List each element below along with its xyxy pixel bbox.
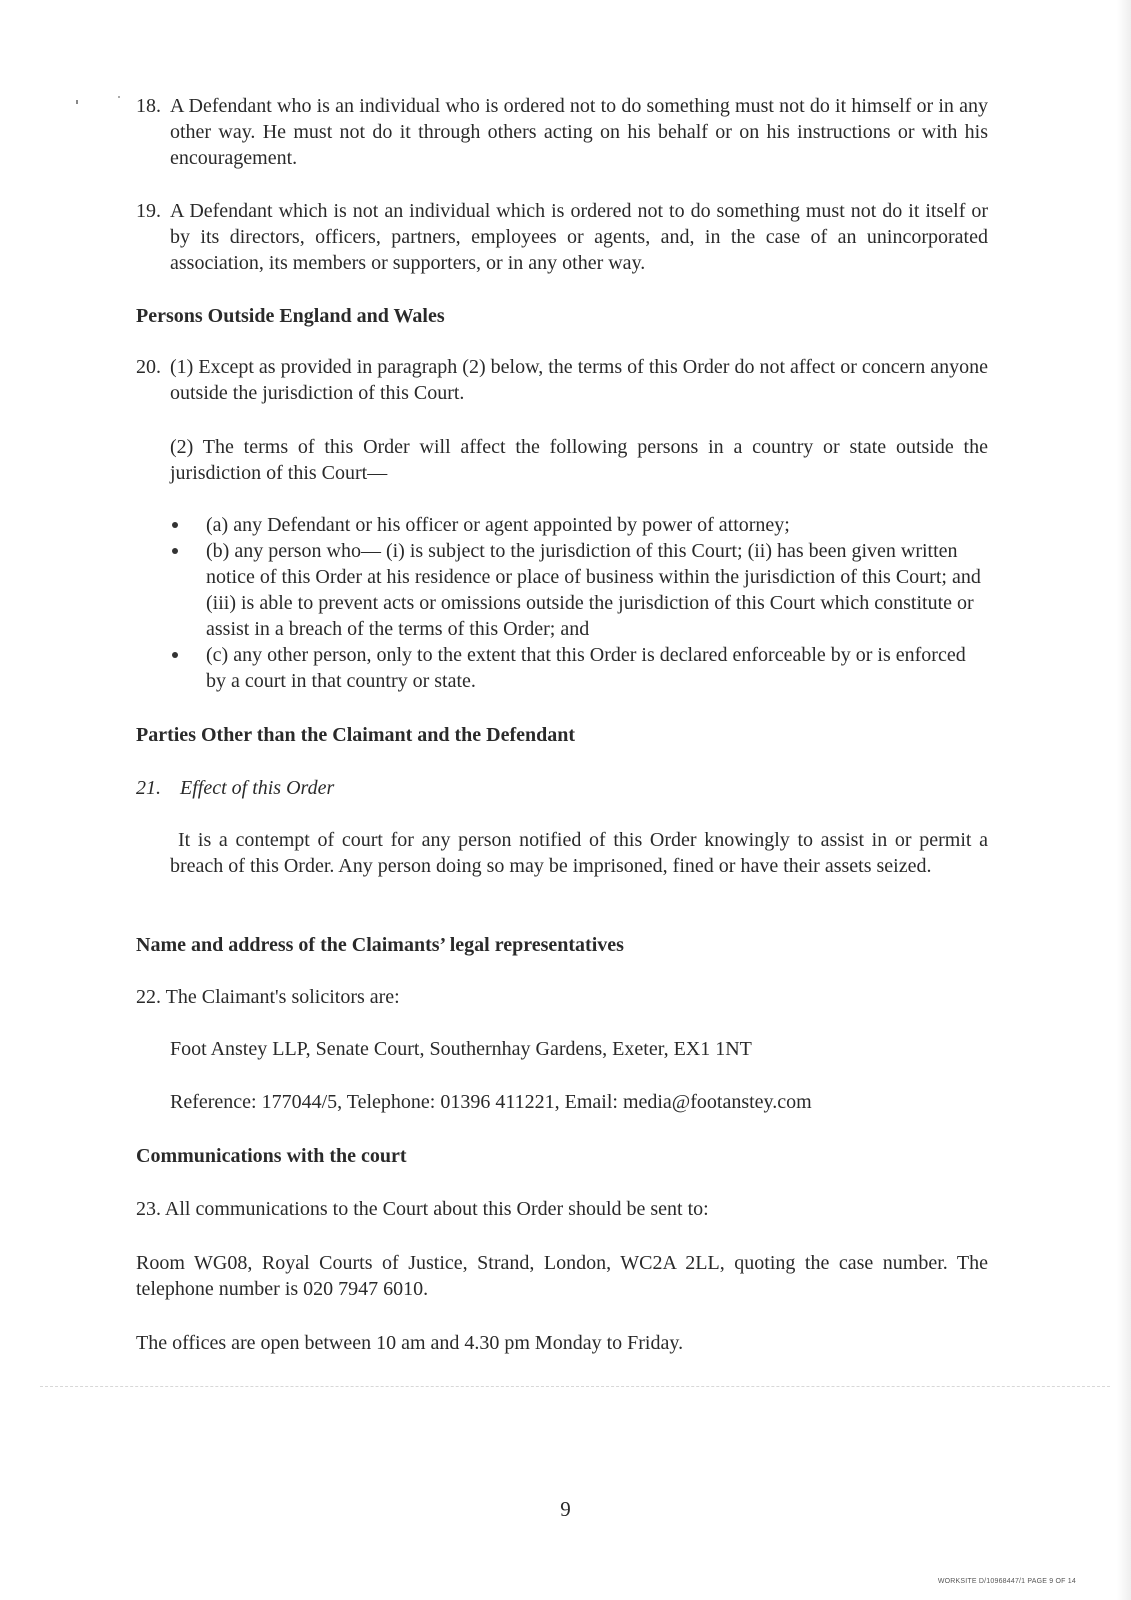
section-heading-persons-outside: Persons Outside England and Wales [136, 305, 445, 327]
section-heading-communications: Communications with the court [136, 1145, 407, 1167]
list-item [170, 512, 988, 538]
scan-mark [76, 100, 78, 104]
list-item [170, 538, 988, 642]
paragraph-22: 22. The Claimant's solicitors are: [136, 986, 400, 1008]
paragraph-19: A Defendant which is not an individual which is ordered not to do something must not do it itself or by its directors, officers, partners, employees or agents, and, in the case of an unincorporated association, its members or supporters, or in any other way. [170, 200, 988, 274]
paragraph-18: A Defendant who is an individual who is ordered not to do something must not do it himself or in any other way. He must not do it through others acting on his behalf or on his instructions or with his encouragement. [170, 95, 988, 169]
scan-mark [118, 96, 120, 98]
list-item-text: (a) any Defendant or his officer or agent appointed by power of attorney; [206, 514, 790, 536]
paragraph-21-title: Effect of this Order [180, 777, 335, 799]
paragraph-number: 18. [136, 95, 161, 117]
section-heading-representatives: Name and address of the Claimants’ legal representatives [136, 934, 624, 956]
solicitor-address: Foot Anstey LLP, Senate Court, Southernhay Gardens, Exeter, EX1 1NT [170, 1038, 752, 1060]
list-item-text: (b) any person who— (i) is subject to the jurisdiction of this Court; (ii) has been given written notice of this Order at his residence or place of business within the jurisdiction of this Court; and (iii) is able to prevent acts or omissions outside the jurisdiction of this Court which constitute or assist in a breach of the terms of this Order; and [206, 540, 981, 640]
bullet-list [170, 512, 988, 694]
list-item-text: (c) any other person, only to the extent that this Order is declared enforceable by or is enforced by a court in that country or state. [206, 644, 966, 692]
paragraph-23: 23. All communications to the Court about this Order should be sent to: [136, 1198, 709, 1220]
bullet-icon [172, 522, 178, 528]
scan-edge [1117, 0, 1131, 1600]
paragraph-number: 20. [136, 356, 161, 378]
paragraph-21: It is a contempt of court for any person notified of this Order knowingly to assist in or permit a breach of this Order. Any person doing so may be imprisoned, fined or have their assets seized. [170, 829, 988, 877]
divider [40, 1386, 1110, 1387]
solicitor-reference: Reference: 177044/5, Telephone: 01396 411221, Email: media@footanstey.com [170, 1091, 812, 1113]
paragraph-number: 21. [136, 777, 161, 799]
list-item [170, 642, 988, 694]
page-number: 9 [560, 1497, 571, 1521]
paragraph-20-part-2: (2) The terms of this Order will affect the following persons in a country or state outside the jurisdiction of this Court— [170, 436, 988, 484]
bullet-icon [172, 652, 178, 658]
office-hours: The offices are open between 10 am and 4.30 pm Monday to Friday. [136, 1332, 684, 1354]
paragraph-number: 19. [136, 200, 161, 222]
paragraph-20-part-1: (1) Except as provided in paragraph (2) below, the terms of this Order do not affect or concern anyone outside the jurisdiction of this Court. [170, 356, 988, 404]
bullet-icon [172, 548, 178, 554]
section-heading-parties: Parties Other than the Claimant and the Defendant [136, 724, 576, 746]
court-address: Room WG08, Royal Courts of Justice, Strand, London, WC2A 2LL, quoting the case number. The telephone number is 020 7947 6010. [136, 1252, 988, 1300]
footer-reference: WORKSITE D/10968447/1 PAGE 9 OF 14 [937, 1578, 1076, 1585]
